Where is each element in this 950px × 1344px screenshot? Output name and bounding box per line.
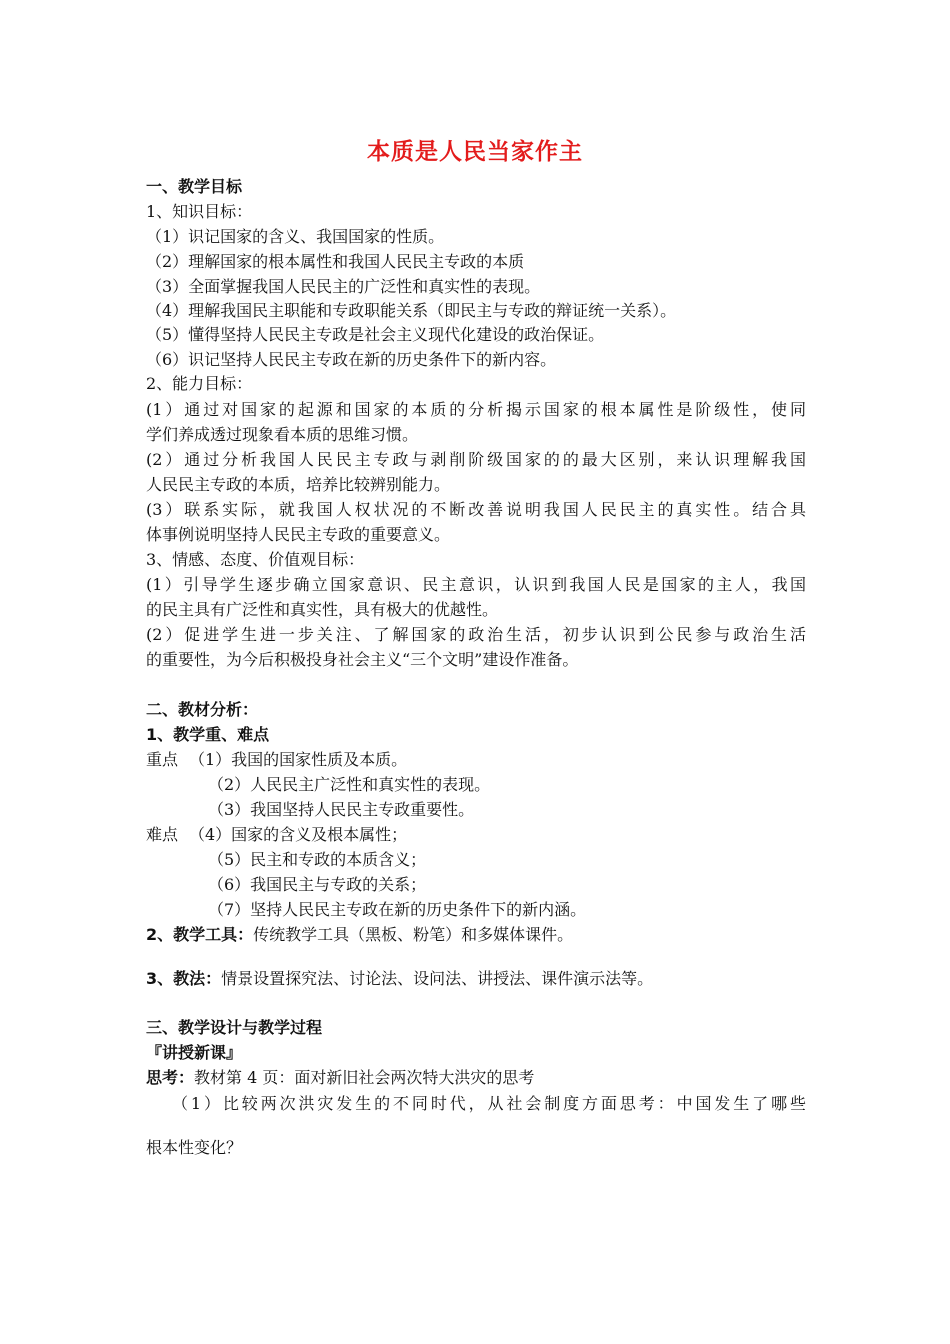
- knowledge-item: （6）识记坚持人民民主专政在新的历史条件下的新内容。: [146, 350, 557, 369]
- difficult-point-item: （4）国家的含义及根本属性；: [189, 825, 408, 844]
- teaching-method-label: 3、教法：: [146, 969, 222, 988]
- ability-item-line: (3）联系实际，就我国人权状况的不断改善说明我国人民民主的真实性。结合具: [146, 500, 806, 519]
- key-points-label: 重点: [146, 750, 179, 769]
- emotion-item-line: (1）引导学生逐步确立国家意识、民主意识，认识到我国人民是国家的主人，我国: [146, 575, 806, 594]
- teaching-method-line: [146, 968, 653, 990]
- difficult-point-item: （7）坚持人民民主专政在新的历史条件下的新内涵。: [208, 900, 587, 919]
- new-lesson-heading: 『讲授新课』: [146, 1043, 243, 1062]
- key-points-heading: 1、教学重、难点: [146, 725, 270, 744]
- ability-item-line: (2）通过分析我国人民民主专政与剥削阶级国家的的最大区别，来认识理解我国: [146, 450, 806, 469]
- key-point-item: （1）我国的国家性质及本质。: [189, 750, 408, 769]
- knowledge-item: （4）理解我国民主职能和专政职能关系（即民主与专政的辩证统一关系）。: [146, 301, 677, 320]
- knowledge-item: （2）理解国家的根本属性和我国人民民主专政的本质: [146, 252, 525, 271]
- question-line: （1）比较两次洪灾发生的不同时代，从社会制度方面思考：中国发生了哪些: [172, 1094, 806, 1113]
- section-heading-objectives: 一、教学目标: [146, 177, 243, 196]
- emotion-item-line: 的重要性，为今后积极投身社会主义“三个文明”建设作准备。: [146, 650, 579, 669]
- knowledge-item: （1）识记国家的含义、我国国家的性质。: [146, 227, 445, 246]
- knowledge-objectives-heading: 1、知识目标：: [146, 202, 253, 221]
- teaching-tools-line: [146, 924, 573, 946]
- emotion-item-line: (2）促进学生进一步关注、了解国家的政治生活，初步认识到公民参与政治生活: [146, 625, 806, 644]
- key-point-item: （3）我国坚持人民民主专政重要性。: [208, 800, 475, 819]
- ability-objectives-heading: 2、能力目标：: [146, 374, 253, 393]
- think-label: 思考：: [146, 1068, 195, 1087]
- difficult-point-item: （6）我国民主与专政的关系；: [208, 875, 427, 894]
- difficult-points-label: 难点: [146, 825, 179, 844]
- knowledge-item: （3）全面掌握我国人民民主的广泛性和真实性的表现。: [146, 277, 541, 296]
- think-line: [146, 1067, 534, 1089]
- ability-item-line: 体事例说明坚持人民民主专政的重要意义。: [146, 525, 451, 544]
- difficult-point-item: （5）民主和专政的本质含义；: [208, 850, 427, 869]
- teaching-tools-text: 传统教学工具（黑板、粉笔）和多媒体课件。: [253, 925, 574, 944]
- section-heading-analysis: 二、教材分析：: [146, 700, 259, 719]
- question-line: 根本性变化？: [146, 1138, 243, 1157]
- emotion-item-line: 的民主具有广泛性和真实性，具有极大的优越性。: [146, 600, 499, 619]
- ability-item-line: 人民民主专政的本质，培养比较辨别能力。: [146, 475, 451, 494]
- document-title: 本质是人民当家作主: [367, 139, 583, 165]
- teaching-tools-label: 2、教学工具：: [146, 925, 254, 944]
- knowledge-item: （5）懂得坚持人民民主专政是社会主义现代化建设的政治保证。: [146, 325, 605, 344]
- section-heading-process: 三、教学设计与教学过程: [146, 1018, 323, 1037]
- emotion-objectives-heading: 3、情感、态度、价值观目标：: [146, 550, 365, 569]
- ability-item-line: (1）通过对国家的起源和国家的本质的分析揭示国家的根本属性是阶级性，使同: [146, 400, 806, 419]
- think-text: 教材第 4 页：面对新旧社会两次特大洪灾的思考: [194, 1068, 535, 1087]
- key-point-item: （2）人民民主广泛性和真实性的表现。: [208, 775, 491, 794]
- teaching-method-text: 情景设置探究法、讨论法、设问法、讲授法、课件演示法等。: [221, 969, 654, 988]
- ability-item-line: 学们养成透过现象看本质的思维习惯。: [146, 425, 419, 444]
